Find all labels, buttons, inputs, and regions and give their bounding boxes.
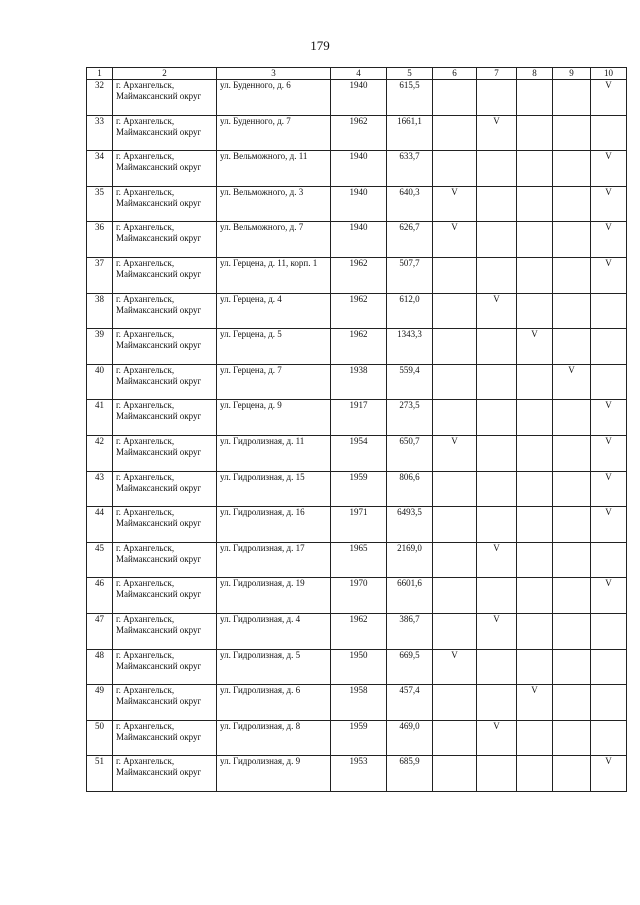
row-number: 42 <box>87 435 113 471</box>
mark-col-7 <box>477 151 517 187</box>
row-number: 47 <box>87 613 113 649</box>
mark-col-9 <box>553 186 591 222</box>
year-cell: 1962 <box>331 293 387 329</box>
mark-col-6 <box>433 329 477 365</box>
mark-col-10 <box>591 613 627 649</box>
area-cell: 1661,1 <box>387 115 433 151</box>
mark-col-6 <box>433 542 477 578</box>
column-header-3: 3 <box>217 68 331 80</box>
table-row <box>87 400 627 436</box>
mark-col-9 <box>553 578 591 614</box>
row-number: 45 <box>87 542 113 578</box>
address-cell: ул. Гидролизная, д. 5 <box>217 649 331 685</box>
settlement-cell: г. Архангельск, Маймаксанский округ <box>113 542 217 578</box>
mark-col-8 <box>517 222 553 258</box>
mark-col-9 <box>553 542 591 578</box>
housing-table <box>86 67 627 792</box>
table-row <box>87 364 627 400</box>
settlement-cell: г. Архангельск, Маймаксанский округ <box>113 756 217 792</box>
row-number: 40 <box>87 364 113 400</box>
mark-col-7 <box>477 435 517 471</box>
row-number: 46 <box>87 578 113 614</box>
table-body <box>87 80 627 792</box>
mark-col-6 <box>433 400 477 436</box>
address-cell: ул. Гидролизная, д. 6 <box>217 685 331 721</box>
mark-col-6 <box>433 756 477 792</box>
mark-col-8: V <box>517 685 553 721</box>
mark-col-9 <box>553 507 591 543</box>
year-cell: 1940 <box>331 222 387 258</box>
mark-col-8 <box>517 507 553 543</box>
mark-col-8 <box>517 613 553 649</box>
address-cell: ул. Вельможного, д. 7 <box>217 222 331 258</box>
mark-col-10: V <box>591 151 627 187</box>
year-cell: 1959 <box>331 720 387 756</box>
settlement-cell: г. Архангельск, Маймаксанский округ <box>113 685 217 721</box>
mark-col-10: V <box>591 257 627 293</box>
settlement-cell: г. Архангельск, Маймаксанский округ <box>113 222 217 258</box>
mark-col-9 <box>553 435 591 471</box>
table-row <box>87 578 627 614</box>
address-cell: ул. Гидролизная, д. 17 <box>217 542 331 578</box>
mark-col-9 <box>553 471 591 507</box>
area-cell: 612,0 <box>387 293 433 329</box>
table-row <box>87 151 627 187</box>
mark-col-7 <box>477 685 517 721</box>
address-cell: ул. Гидролизная, д. 16 <box>217 507 331 543</box>
mark-col-6 <box>433 507 477 543</box>
settlement-cell: г. Архангельск, Маймаксанский округ <box>113 507 217 543</box>
address-cell: ул. Гидролизная, д. 19 <box>217 578 331 614</box>
mark-col-6 <box>433 293 477 329</box>
column-header-5: 5 <box>387 68 433 80</box>
settlement-cell: г. Архангельск, Маймаксанский округ <box>113 435 217 471</box>
mark-col-7 <box>477 80 517 116</box>
mark-col-9 <box>553 685 591 721</box>
mark-col-6 <box>433 257 477 293</box>
table-row <box>87 649 627 685</box>
mark-col-8 <box>517 257 553 293</box>
area-cell: 615,5 <box>387 80 433 116</box>
area-cell: 2169,0 <box>387 542 433 578</box>
address-cell: ул. Герцена, д. 9 <box>217 400 331 436</box>
mark-col-7 <box>477 364 517 400</box>
row-number: 34 <box>87 151 113 187</box>
settlement-cell: г. Архангельск, Маймаксанский округ <box>113 720 217 756</box>
address-cell: ул. Буденного, д. 7 <box>217 115 331 151</box>
settlement-cell: г. Архангельск, Маймаксанский округ <box>113 471 217 507</box>
settlement-cell: г. Архангельск, Маймаксанский округ <box>113 613 217 649</box>
table-row <box>87 329 627 365</box>
area-cell: 669,5 <box>387 649 433 685</box>
table-row <box>87 222 627 258</box>
mark-col-8 <box>517 364 553 400</box>
mark-col-9 <box>553 151 591 187</box>
mark-col-9 <box>553 329 591 365</box>
mark-col-9: V <box>553 364 591 400</box>
settlement-cell: г. Архангельск, Маймаксанский округ <box>113 364 217 400</box>
address-cell: ул. Гидролизная, д. 4 <box>217 613 331 649</box>
mark-col-8: V <box>517 329 553 365</box>
address-cell: ул. Герцена, д. 5 <box>217 329 331 365</box>
row-number: 38 <box>87 293 113 329</box>
mark-col-10: V <box>591 186 627 222</box>
address-cell: ул. Гидролизная, д. 15 <box>217 471 331 507</box>
page-number: 179 <box>310 38 330 53</box>
row-number: 35 <box>87 186 113 222</box>
table-row <box>87 80 627 116</box>
address-cell: ул. Буденного, д. 6 <box>217 80 331 116</box>
row-number: 44 <box>87 507 113 543</box>
mark-col-7 <box>477 507 517 543</box>
mark-col-8 <box>517 293 553 329</box>
mark-col-10 <box>591 329 627 365</box>
row-number: 36 <box>87 222 113 258</box>
row-number: 43 <box>87 471 113 507</box>
table-row <box>87 613 627 649</box>
area-cell: 633,7 <box>387 151 433 187</box>
column-header-4: 4 <box>331 68 387 80</box>
year-cell: 1962 <box>331 613 387 649</box>
settlement-cell: г. Архангельск, Маймаксанский округ <box>113 115 217 151</box>
year-cell: 1959 <box>331 471 387 507</box>
row-number: 33 <box>87 115 113 151</box>
row-number: 49 <box>87 685 113 721</box>
mark-col-6: V <box>433 435 477 471</box>
table-row <box>87 186 627 222</box>
area-cell: 685,9 <box>387 756 433 792</box>
area-cell: 640,3 <box>387 186 433 222</box>
table-row <box>87 257 627 293</box>
mark-col-10: V <box>591 400 627 436</box>
table-row <box>87 115 627 151</box>
table-row <box>87 507 627 543</box>
mark-col-8 <box>517 186 553 222</box>
table-row <box>87 685 627 721</box>
mark-col-9 <box>553 613 591 649</box>
mark-col-6: V <box>433 222 477 258</box>
year-cell: 1962 <box>331 257 387 293</box>
mark-col-9 <box>553 649 591 685</box>
column-header-1: 1 <box>87 68 113 80</box>
mark-col-10: V <box>591 756 627 792</box>
address-cell: ул. Герцена, д. 7 <box>217 364 331 400</box>
settlement-cell: г. Архангельск, Маймаксанский округ <box>113 329 217 365</box>
year-cell: 1970 <box>331 578 387 614</box>
year-cell: 1971 <box>331 507 387 543</box>
mark-col-6 <box>433 471 477 507</box>
mark-col-6 <box>433 115 477 151</box>
mark-col-8 <box>517 400 553 436</box>
table-row <box>87 720 627 756</box>
address-cell: ул. Вельможного, д. 11 <box>217 151 331 187</box>
mark-col-8 <box>517 435 553 471</box>
area-cell: 386,7 <box>387 613 433 649</box>
mark-col-8 <box>517 471 553 507</box>
address-cell: ул. Герцена, д. 11, корп. 1 <box>217 257 331 293</box>
mark-col-10: V <box>591 435 627 471</box>
mark-col-10 <box>591 115 627 151</box>
mark-col-10 <box>591 720 627 756</box>
mark-col-9 <box>553 756 591 792</box>
mark-col-6 <box>433 80 477 116</box>
mark-col-6 <box>433 685 477 721</box>
settlement-cell: г. Архангельск, Маймаксанский округ <box>113 578 217 614</box>
mark-col-7 <box>477 649 517 685</box>
mark-col-7 <box>477 578 517 614</box>
mark-col-7 <box>477 222 517 258</box>
year-cell: 1940 <box>331 186 387 222</box>
table-row <box>87 542 627 578</box>
mark-col-10 <box>591 542 627 578</box>
mark-col-7: V <box>477 542 517 578</box>
mark-col-7: V <box>477 613 517 649</box>
mark-col-10: V <box>591 471 627 507</box>
area-cell: 273,5 <box>387 400 433 436</box>
mark-col-7 <box>477 471 517 507</box>
mark-col-7: V <box>477 115 517 151</box>
settlement-cell: г. Архангельск, Маймаксанский округ <box>113 649 217 685</box>
table-row <box>87 293 627 329</box>
mark-col-8 <box>517 578 553 614</box>
row-number: 48 <box>87 649 113 685</box>
mark-col-8 <box>517 80 553 116</box>
row-number: 41 <box>87 400 113 436</box>
table-row <box>87 435 627 471</box>
mark-col-6 <box>433 720 477 756</box>
column-header-7: 7 <box>477 68 517 80</box>
header-row <box>87 68 627 80</box>
mark-col-8 <box>517 151 553 187</box>
year-cell: 1965 <box>331 542 387 578</box>
settlement-cell: г. Архангельск, Маймаксанский округ <box>113 151 217 187</box>
mark-col-9 <box>553 720 591 756</box>
mark-col-7 <box>477 329 517 365</box>
area-cell: 507,7 <box>387 257 433 293</box>
mark-col-6 <box>433 578 477 614</box>
area-cell: 1343,3 <box>387 329 433 365</box>
year-cell: 1962 <box>331 329 387 365</box>
area-cell: 626,7 <box>387 222 433 258</box>
settlement-cell: г. Архангельск, Маймаксанский округ <box>113 293 217 329</box>
address-cell: ул. Гидролизная, д. 9 <box>217 756 331 792</box>
area-cell: 469,0 <box>387 720 433 756</box>
year-cell: 1940 <box>331 151 387 187</box>
row-number: 32 <box>87 80 113 116</box>
address-cell: ул. Вельможного, д. 3 <box>217 186 331 222</box>
table-row <box>87 756 627 792</box>
row-number: 51 <box>87 756 113 792</box>
mark-col-10: V <box>591 578 627 614</box>
mark-col-10: V <box>591 507 627 543</box>
table-row <box>87 471 627 507</box>
mark-col-6 <box>433 364 477 400</box>
mark-col-9 <box>553 115 591 151</box>
mark-col-8 <box>517 649 553 685</box>
column-header-9: 9 <box>553 68 591 80</box>
mark-col-6: V <box>433 649 477 685</box>
mark-col-6 <box>433 613 477 649</box>
year-cell: 1917 <box>331 400 387 436</box>
mark-col-7: V <box>477 720 517 756</box>
column-header-8: 8 <box>517 68 553 80</box>
mark-col-7 <box>477 756 517 792</box>
mark-col-9 <box>553 293 591 329</box>
mark-col-6 <box>433 151 477 187</box>
year-cell: 1938 <box>331 364 387 400</box>
year-cell: 1954 <box>331 435 387 471</box>
mark-col-7 <box>477 257 517 293</box>
year-cell: 1953 <box>331 756 387 792</box>
settlement-cell: г. Архангельск, Маймаксанский округ <box>113 257 217 293</box>
year-cell: 1950 <box>331 649 387 685</box>
mark-col-6: V <box>433 186 477 222</box>
mark-col-8 <box>517 115 553 151</box>
column-header-2: 2 <box>113 68 217 80</box>
settlement-cell: г. Архангельск, Маймаксанский округ <box>113 186 217 222</box>
year-cell: 1962 <box>331 115 387 151</box>
area-cell: 559,4 <box>387 364 433 400</box>
column-header-6: 6 <box>433 68 477 80</box>
column-header-10: 10 <box>591 68 627 80</box>
year-cell: 1940 <box>331 80 387 116</box>
mark-col-10 <box>591 685 627 721</box>
mark-col-8 <box>517 542 553 578</box>
address-cell: ул. Гидролизная, д. 11 <box>217 435 331 471</box>
settlement-cell: г. Архангельск, Маймаксанский округ <box>113 80 217 116</box>
mark-col-10 <box>591 364 627 400</box>
address-cell: ул. Гидролизная, д. 8 <box>217 720 331 756</box>
mark-col-10 <box>591 649 627 685</box>
mark-col-7: V <box>477 293 517 329</box>
area-cell: 650,7 <box>387 435 433 471</box>
mark-col-10: V <box>591 222 627 258</box>
mark-col-8 <box>517 756 553 792</box>
year-cell: 1958 <box>331 685 387 721</box>
area-cell: 6601,6 <box>387 578 433 614</box>
mark-col-10 <box>591 293 627 329</box>
mark-col-9 <box>553 222 591 258</box>
mark-col-7 <box>477 400 517 436</box>
mark-col-9 <box>553 257 591 293</box>
area-cell: 457,4 <box>387 685 433 721</box>
area-cell: 806,6 <box>387 471 433 507</box>
row-number: 37 <box>87 257 113 293</box>
mark-col-8 <box>517 720 553 756</box>
mark-col-10: V <box>591 80 627 116</box>
address-cell: ул. Герцена, д. 4 <box>217 293 331 329</box>
area-cell: 6493,5 <box>387 507 433 543</box>
row-number: 50 <box>87 720 113 756</box>
mark-col-7 <box>477 186 517 222</box>
row-number: 39 <box>87 329 113 365</box>
settlement-cell: г. Архангельск, Маймаксанский округ <box>113 400 217 436</box>
mark-col-9 <box>553 400 591 436</box>
mark-col-9 <box>553 80 591 116</box>
